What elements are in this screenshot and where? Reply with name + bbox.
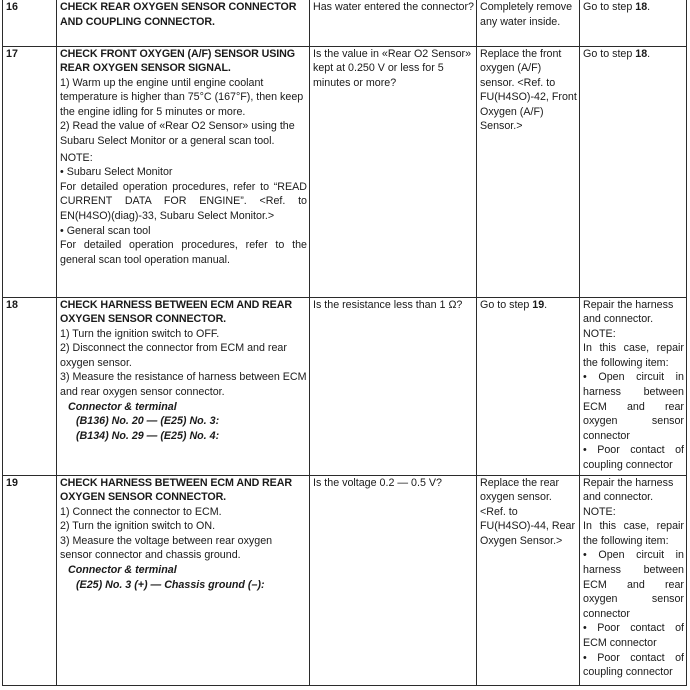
yes-action-prefix: Go to step: [480, 298, 533, 311]
procedure-line: 1) Connect the connector to ECM.: [60, 505, 222, 518]
yes-action: [477, 297, 580, 475]
note-bullet: • General scan tool: [60, 224, 307, 239]
no-note-intro: In this case, repair the following item:: [583, 342, 684, 369]
check-question: Is the resistance less than 1 Ω?: [310, 297, 477, 475]
no-note-intro: In this case, repair the following item:: [583, 520, 684, 547]
yes-action-suffix: .: [544, 298, 548, 311]
connector-terminal-item: (E25) No. 3 (+) — Chassis ground (–):: [76, 578, 265, 591]
no-action-prefix: Go to step: [583, 47, 636, 60]
note-label: NOTE:: [60, 151, 93, 164]
procedure-line: 1) Warm up the engine until engine coolant temperature is higher than 75°C (167°F), then keep the engine idling for 5 minutes or more.: [60, 76, 304, 118]
step-title: CHECK HARNESS BETWEEN ECM AND REAR OXYGEN SENSOR CONNECTOR.: [60, 298, 292, 326]
table-row: [3, 475, 687, 685]
no-note-item: • Open circuit in harness between ECM and rear oxygen sensor connector: [583, 548, 684, 621]
procedure-line: 2) Disconnect the connector from ECM and rear oxygen sensor.: [60, 342, 287, 369]
no-action: [580, 297, 687, 475]
step-title: CHECK REAR OXYGEN SENSOR CONNECTOR AND COUPLING CONNECTOR.: [60, 1, 297, 28]
no-note-item: • Poor contact of coupling connector: [583, 651, 684, 680]
check-question: Is the value in «Rear O2 Sensor» kept at 0.250 V or less for 5 minutes or more?: [310, 46, 477, 297]
table-row: [3, 297, 687, 475]
note-text: For detailed operation procedures, refer to the general scan tool operation manual.: [60, 239, 307, 266]
connector-terminal-item: (B136) No. 20 — (E25) No. 3:: [76, 415, 220, 428]
no-note-label: NOTE:: [583, 505, 616, 518]
no-note-item: • Poor contact of coupling connector: [583, 443, 684, 472]
no-action-text: Repair the harness and connector.: [583, 476, 674, 504]
step-title: CHECK FRONT OXYGEN (A/F) SENSOR USING REAR OXYGEN SENSOR SIGNAL.: [60, 47, 296, 75]
no-action-text: Repair the harness and connector.: [583, 298, 674, 326]
yes-action: Completely remove any water inside.: [477, 0, 580, 46]
note-text: For detailed operation procedures, refer to “READ CURRENT DATA FOR ENGINE”. <Ref. to EN(H4SO)(diag)-33, Subaru Select Monitor.>: [60, 180, 307, 223]
step-number: 19: [3, 475, 57, 685]
no-action: [580, 475, 687, 685]
procedure-line: 2) Turn the ignition switch to ON.: [60, 520, 216, 533]
no-note-item: • Open circuit in harness between ECM and rear oxygen sensor connector: [583, 370, 684, 443]
procedure-line: 3) Measure the resistance of harness between ECM and rear oxygen sensor connector.: [60, 371, 307, 399]
connector-terminal-label: Connector & terminal: [68, 400, 177, 413]
step-procedure: [57, 0, 310, 46]
no-action-suffix: .: [647, 47, 651, 60]
step-procedure: [57, 475, 310, 685]
no-action-suffix: .: [647, 1, 651, 13]
no-action-step-ref: 18: [635, 1, 648, 13]
step-number: 17: [3, 46, 57, 297]
yes-action: Replace the rear oxygen sensor. <Ref. to FU(H4SO)-44, Rear Oxygen Sensor.>: [477, 475, 580, 685]
step-title: CHECK HARNESS BETWEEN ECM AND REAR OXYGEN SENSOR CONNECTOR.: [60, 476, 292, 504]
no-action: [580, 0, 687, 46]
check-question: Has water entered the connector?: [310, 0, 477, 46]
no-action: [580, 46, 687, 297]
diagnostic-procedure-table: [2, 0, 687, 686]
step-number: 18: [3, 297, 57, 475]
step-procedure: [57, 297, 310, 475]
table-row: [3, 0, 687, 46]
yes-action-step-ref: 19: [532, 298, 545, 311]
step-number: 16: [3, 0, 57, 46]
procedure-line: 1) Turn the ignition switch to OFF.: [60, 327, 220, 340]
connector-terminal-item: (B134) No. 29 — (E25) No. 4:: [76, 429, 220, 442]
procedure-line: 2) Read the value of «Rear O2 Sensor» using the Subaru Select Monitor or a general scan tool.: [60, 120, 295, 148]
procedure-line: 3) Measure the voltage between rear oxygen sensor connector and chassis ground.: [60, 534, 273, 562]
no-note-label: NOTE:: [583, 327, 616, 340]
step-procedure: [57, 46, 310, 297]
no-action-step-ref: 18: [635, 47, 648, 60]
no-note-item: • Poor contact of ECM connector: [583, 621, 684, 650]
check-question: Is the voltage 0.2 — 0.5 V?: [310, 475, 477, 685]
table-row: [3, 46, 687, 297]
yes-action: Replace the front oxygen (A/F) sensor. <Ref. to FU(H4SO)-42, Front Oxygen (A/F) Sensor.>: [477, 46, 580, 297]
note-bullet: • Subaru Select Monitor: [60, 165, 307, 180]
connector-terminal-label: Connector & terminal: [68, 564, 177, 577]
no-action-prefix: Go to step: [583, 1, 636, 13]
